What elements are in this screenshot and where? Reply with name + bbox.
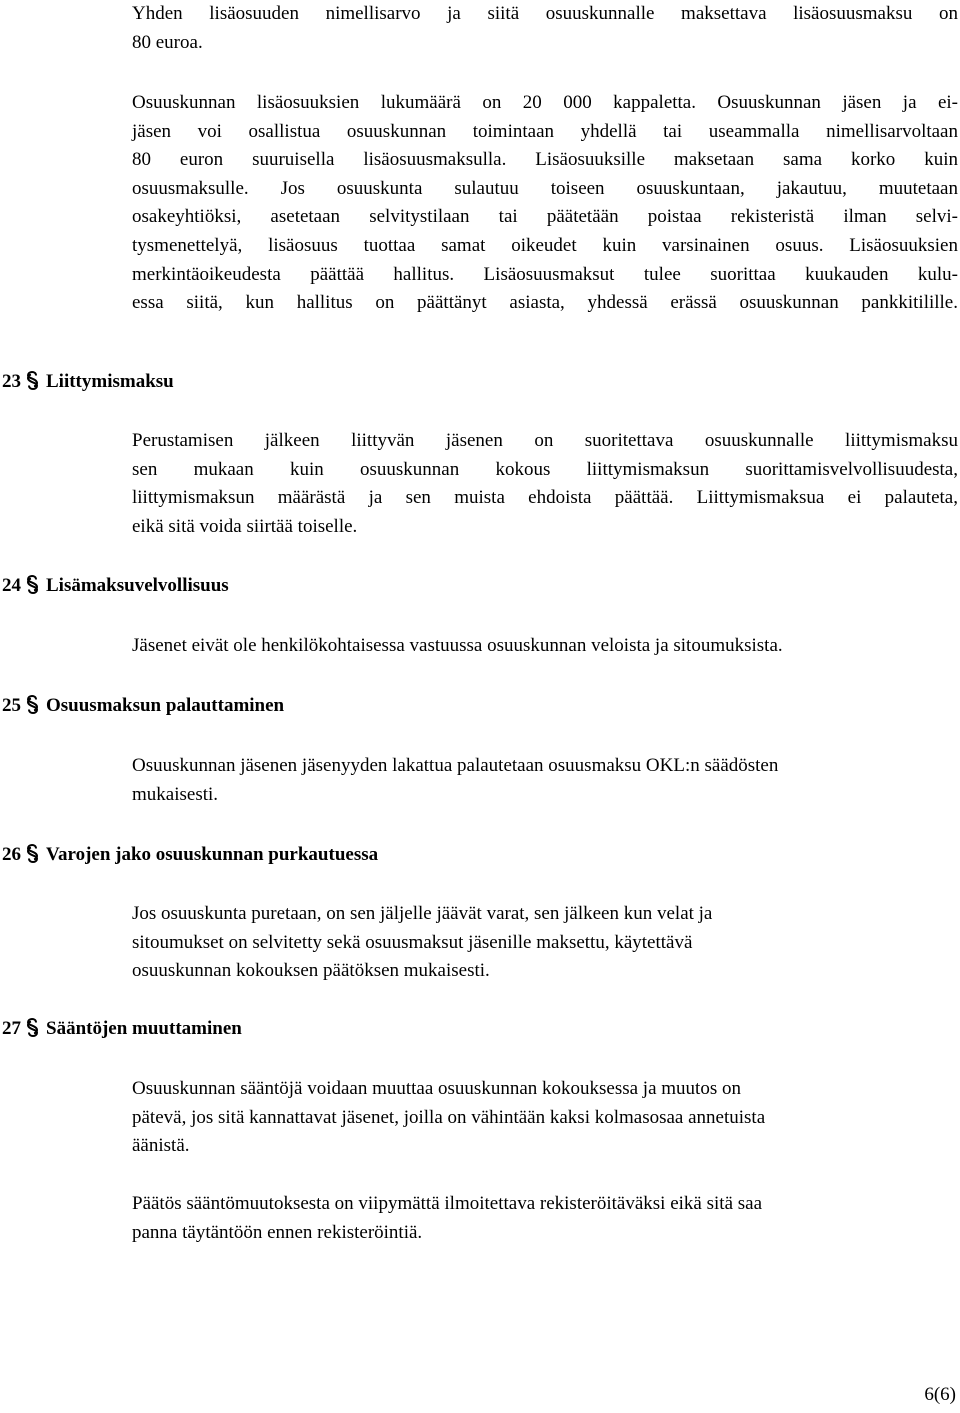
section-title: Varojen jako osuuskunnan purkautuessa (46, 844, 379, 865)
section-heading-26 (2, 841, 378, 869)
section-heading-23 (2, 368, 174, 396)
section-number: 25 (2, 695, 21, 716)
section-sign-icon (24, 844, 41, 863)
text-line: osuusmaksulle. Jos osuuskunta sulautuu toiseen osuuskuntaan, jakautuu, muutetaan (132, 177, 958, 199)
intro-paragraph-2 (132, 89, 958, 318)
text-line: äänistä. (132, 1135, 190, 1157)
section-23-paragraph (132, 427, 958, 541)
text-line: essa siitä, kun hallitus on päättänyt asiasta, yhdessä erässä osuuskunnan pankkitilille. (132, 292, 958, 314)
section-heading-25 (2, 692, 284, 720)
text-line: mukaisesti. (132, 783, 219, 805)
text-line: sitoumukset on selvitetty sekä osuusmaksut jäsenille maksettu, käytettävä (132, 931, 693, 953)
section-title: Sääntöjen muuttaminen (46, 1018, 242, 1039)
section-27-paragraph-1 (132, 1075, 958, 1161)
text-line: eikä sitä voida siirtää toiselle. (132, 515, 358, 537)
section-heading-27 (2, 1015, 242, 1043)
text-line: sen mukaan kuin osuuskunnan kokous liittymismaksun suorittamisvelvollisuudesta, (132, 458, 958, 480)
section-sign-icon (24, 371, 41, 390)
text-line: Jos osuuskunta puretaan, on sen jäljelle jäävät varat, sen jälkeen kun velat ja (132, 903, 713, 924)
section-title: Lisämaksuvelvollisuus (46, 575, 229, 596)
page-number: 6(6) (924, 1384, 956, 1405)
section-number: 23 (2, 371, 21, 392)
text-line: liittymismaksun määrästä ja sen muista ehdoista päättää. Liittymismaksua ei palauteta, (132, 487, 958, 509)
section-sign-icon (24, 695, 41, 714)
text-line: pätevä, jos sitä kannattavat jäsenet, joilla on vähintään kaksi kolmasosaa annetuista (132, 1106, 766, 1128)
section-number: 24 (2, 575, 21, 596)
text-line: Osuuskunnan lisäosuuksien lukumäärä on 20 000 kappaletta. Osuuskunnan jäsen ja ei- (132, 92, 958, 113)
text-line: 80 euroa. (132, 31, 203, 53)
section-title: Osuusmaksun palauttaminen (46, 695, 285, 716)
text-line: osakeyhtiöksi, asetetaan selvitystilaan tai päätetään poistaa rekisteristä ilman selvi- (132, 206, 958, 228)
text-line: Jäsenet eivät ole henkilökohtaisessa vastuussa osuuskunnan veloista ja sitoumuksista. (132, 635, 783, 656)
section-sign-icon (24, 575, 41, 594)
text-line: panna täytäntöön ennen rekisteröintiä. (132, 1221, 423, 1243)
text-line: jäsen voi osallistua osuuskunnan toimintaan yhdellä tai useammalla nimellisarvoltaan (132, 120, 958, 142)
section-number: 26 (2, 844, 21, 865)
text-line: tysmenettelyä, lisäosuus tuottaa samat oikeudet kuin varsinainen osuus. Lisäosuuksien (132, 234, 958, 256)
text-line: Perustamisen jälkeen liittyvän jäsenen on suoritettava osuuskunnalle liittymismaksu (132, 430, 958, 451)
section-26-paragraph (132, 900, 958, 986)
text-line: merkintäoikeudesta päättää hallitus. Lisäosuusmaksut tulee suorittaa kuukauden kulu- (132, 263, 958, 285)
section-27-paragraph-2 (132, 1190, 958, 1247)
section-24-paragraph (132, 632, 958, 661)
section-sign-icon (24, 1018, 41, 1037)
text-line: Osuuskunnan jäsenen jäsenyyden lakattua palautetaan osuusmaksu OKL:n säädösten (132, 755, 779, 776)
text-line: Yhden lisäosuuden nimellisarvo ja siitä osuuskunnalle maksettava lisäosuusmaksu on (132, 3, 958, 24)
section-number: 27 (2, 1018, 21, 1039)
text-line: Päätös sääntömuutoksesta on viipymättä ilmoitettava rekisteröitäväksi eikä sitä saa (132, 1193, 763, 1214)
text-line: 80 euron suuruisella lisäosuusmaksulla. Lisäosuuksille maksetaan sama korko kuin (132, 149, 958, 171)
section-title: Liittymismaksu (46, 371, 174, 392)
intro-paragraph-1 (132, 0, 958, 57)
text-line: osuuskunnan kokouksen päätöksen mukaisesti. (132, 960, 490, 982)
section-heading-24 (2, 572, 229, 600)
text-line: Osuuskunnan sääntöjä voidaan muuttaa osuuskunnan kokouksessa ja muutos on (132, 1078, 741, 1099)
section-25-paragraph (132, 752, 958, 809)
